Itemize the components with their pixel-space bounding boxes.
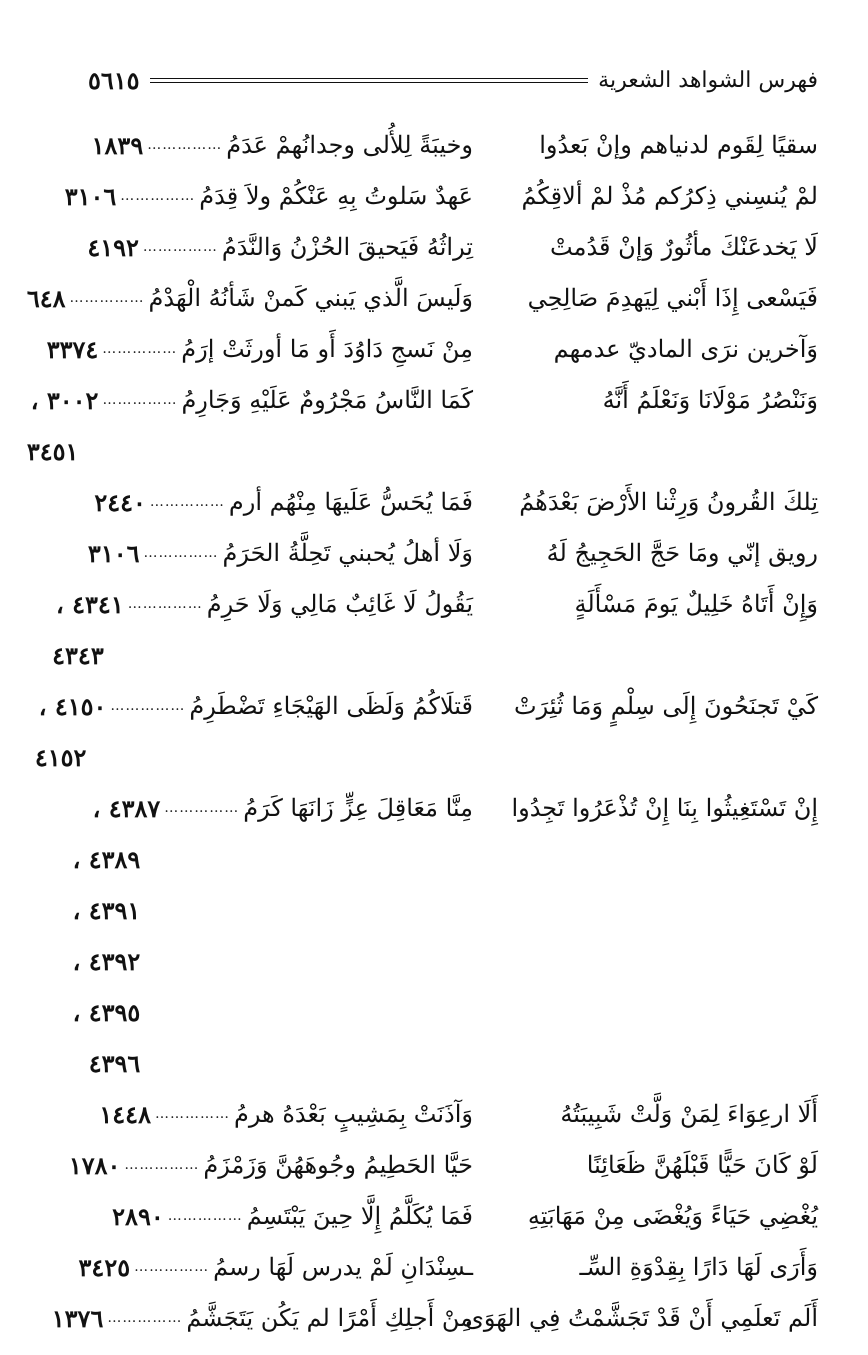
reference-number: ٢٤٤٠ — [94, 488, 146, 517]
reference-numbers — [52, 1293, 104, 1344]
verse-entry — [51, 1293, 818, 1344]
verse-second-part — [64, 171, 513, 222]
leader-dots: …………… — [143, 545, 219, 561]
verse-entry — [88, 120, 818, 171]
reference-number: ٤٣٩٦ — [88, 1049, 141, 1078]
verse-first-hemistich: سقيًا لِقَوم لدنياهم وإنْ بَعدُوا — [539, 131, 818, 159]
leader-dots: …………… — [142, 239, 218, 255]
verse-entry — [78, 1242, 818, 1293]
verse-entry — [68, 1140, 818, 1191]
verse-first-hemistich: وَأَرَى لَهَا دَارًا بِقِدْوَةِ السِّـ — [579, 1253, 818, 1281]
verse-index-list — [26, 120, 818, 1344]
verse-first-hemistich: لَا يَخدعَنْكَ مأثُورٌ وَإنْ قَدُمتْ — [550, 233, 818, 261]
page-number: ٥٦١٥ — [88, 65, 140, 95]
reference-numbers — [112, 1191, 164, 1242]
verse-first-hemistich: رويق إنّي ومَا حَجَّ الحَجِيجُ لَهُ — [546, 539, 818, 567]
verse-first-hemistich: كَيْ تَجنَحُونَ إِلَى سِلْمٍ وَمَا ثُئِرَتْ — [513, 692, 818, 720]
reference-numbers — [27, 375, 99, 477]
leader-dots: …………… — [102, 341, 178, 357]
verse-second-part — [88, 120, 513, 171]
leader-dots: …………… — [102, 392, 178, 408]
reference-numbers — [52, 579, 124, 681]
reference-number: ٢٨٩٠ — [112, 1202, 164, 1231]
reference-numbers — [94, 477, 146, 528]
verse-entry — [88, 1191, 818, 1242]
verse-entry — [34, 681, 818, 783]
verse-second-part — [88, 477, 513, 528]
page-header — [88, 60, 818, 100]
verse-entry — [72, 783, 818, 1089]
verse-second-hemistich: يَقُولُ لَا غَائِبٌ مَالِي وَلَا حَرِمُ — [206, 590, 473, 618]
reference-numbers — [47, 324, 99, 375]
reference-numbers — [99, 1089, 151, 1140]
reference-number: ٤٣٩٢ ، — [72, 947, 141, 976]
leader-dots: …………… — [110, 698, 186, 714]
reference-number: ١٧٨٠ — [68, 1151, 121, 1180]
reference-number: ٤٣٨٩ ، — [72, 845, 141, 874]
verse-second-hemistich: مِنَّا مَعَاقِلَ عِزٍّ زَانَهَا كَرَمُ — [243, 794, 473, 822]
verse-second-hemistich: فَمَا يُحَسُّ عَلَيهَا مِنْهُم أرم — [228, 488, 473, 516]
leader-dots: …………… — [127, 596, 203, 612]
verse-first-hemistich: يُغْضِي حَيَاءً وَيُغْضَى مِنْ مَهَابَتِهِ — [527, 1202, 818, 1230]
verse-first-hemistich: وَإِنْ أَتَاهُ خَلِيلٌ يَومَ مَسْأَلَةٍ — [574, 590, 818, 618]
verse-second-hemistich: حَيَّا الحَطِيمُ وجُوهَهُنَّ وَزَمْزَمُ — [203, 1151, 473, 1179]
verse-second-hemistich: كَمَا النَّاسُ مَجْرُومٌ عَلَيْهِ وَجَارِمُ — [181, 386, 473, 414]
reference-numbers — [88, 528, 140, 579]
verse-second-hemistich: قَتلَاكُمُ وَلَظَى الهَيْجَاءِ تَضْطَرِمُ — [189, 692, 473, 720]
verse-first-hemistich: لَوْ كَانَ حَيًّا قَبْلَهُنَّ ظَعَائِنًا — [586, 1151, 818, 1179]
verse-entry — [26, 375, 818, 477]
reference-number: ٤٣٨٧ ، — [92, 794, 161, 823]
reference-number: ٣٤٢٥ — [78, 1253, 131, 1282]
verse-entry — [64, 171, 818, 222]
verse-second-hemistich: وَآذَنَتْ بِمَشِيبٍ بَعْدَهُ هرمُ — [233, 1100, 473, 1128]
running-title: فهرس الشواهد الشعرية — [598, 67, 818, 93]
reference-numbers — [69, 1140, 121, 1191]
reference-number: ٤١٩٢ — [87, 233, 139, 262]
leader-dots: …………… — [149, 494, 225, 510]
reference-number: ٣٤٥١ — [26, 437, 79, 466]
verse-entry — [88, 222, 818, 273]
verse-second-part — [88, 222, 513, 273]
reference-number: ٤٣٩٥ ، — [72, 998, 141, 1027]
reference-number: ٦٤٨ — [26, 284, 66, 313]
verse-second-part — [34, 681, 513, 783]
reference-number: ١٤٤٨ — [99, 1100, 151, 1129]
verse-entry — [52, 579, 818, 681]
leader-dots: …………… — [124, 1157, 200, 1173]
leader-dots: …………… — [107, 1310, 183, 1326]
reference-number: ١٣٧٦ — [51, 1304, 104, 1333]
verse-second-part — [88, 1191, 513, 1242]
reference-number: ٤٣٤١ ، — [56, 590, 124, 619]
verse-second-hemistich: عَهدٌ سَلوتُ بِهِ عَنْكُمْ ولاَ قِدَمُ — [199, 182, 473, 210]
verse-second-hemistich: وخيبَةً لِلأُلى وجدانُهمْ عَدَمُ — [226, 131, 473, 159]
verse-first-hemistich: وَآخرين نرَى الماديّ عدمهم — [553, 335, 818, 363]
leader-dots: …………… — [154, 1106, 230, 1122]
reference-number: ٤١٥٢ — [34, 743, 87, 772]
verse-second-part — [46, 324, 513, 375]
reference-numbers — [35, 681, 107, 783]
reference-numbers — [92, 120, 144, 171]
reference-number: ٤٣٩١ ، — [72, 896, 141, 925]
reference-numbers — [73, 783, 161, 1089]
reference-numbers — [87, 222, 139, 273]
reference-number: ٣٣٧٤ — [46, 335, 99, 364]
verse-second-part — [78, 1242, 513, 1293]
verse-entry — [26, 273, 818, 324]
verse-second-hemistich: وَلَا أهلُ يُحبني تَحِلَّةُ الحَرَمُ — [222, 539, 473, 567]
verse-second-part — [88, 528, 513, 579]
verse-second-part — [26, 375, 513, 477]
leader-dots: …………… — [69, 290, 145, 306]
verse-second-part — [72, 783, 513, 1089]
verse-entry — [88, 477, 818, 528]
leader-dots: …………… — [120, 188, 196, 204]
reference-number: ٤١٥٠ ، — [38, 692, 107, 721]
reference-numbers — [79, 1242, 131, 1293]
verse-second-part — [26, 273, 513, 324]
reference-number: ٣١٠٦ — [87, 539, 140, 568]
verse-first-hemistich: إِنْ تَسْتَغِيثُوا بِنَا إِنْ تُذْعَرُوا تَجِدُوا — [511, 794, 818, 822]
verse-first-hemistich: تِلكَ القُرونُ وَرِثْنا الأَرْضَ بَعْدَهُمُ — [519, 488, 818, 516]
verse-second-part — [88, 1089, 513, 1140]
verse-first-hemistich: أَلَم تَعلَمِي أَنْ قَدْ تَجَشَّمْتُ فِي الهَوَى — [465, 1304, 818, 1332]
verse-second-hemistich: تِراثُهُ فَيَحيقَ الحُزْنُ وَالنَّدَمُ — [221, 233, 473, 261]
verse-first-hemistich: وَنَنْصُرُ مَوْلَانَا وَنَعْلَمُ أَنَّهُ — [602, 386, 818, 414]
leader-dots: …………… — [134, 1259, 210, 1275]
reference-number: ٤٣٤٣ — [52, 641, 104, 670]
leader-dots: …………… — [167, 1208, 243, 1224]
verse-entry — [88, 1089, 818, 1140]
verse-second-hemistich: وَلَيسَ الَّذي يَبني كَمنْ شَأنُهُ الْهَدْمُ — [148, 284, 473, 312]
reference-number: ١٨٣٩ — [91, 131, 144, 160]
verse-second-hemistich: فَمَا يُكَلَّمُ إِلَّا حِينَ يَبْتَسِمُ — [246, 1202, 473, 1230]
verse-first-hemistich: لمْ يُنسِني ذِكرُكم مُذْ لمْ ألاقِكُمُ — [521, 182, 818, 210]
verse-first-hemistich: أَلَا ارعِوَاءَ لِمَنْ وَلَّتْ شَبِيبَتُهُ — [560, 1100, 818, 1128]
reference-numbers — [27, 273, 66, 324]
verse-entry — [88, 528, 818, 579]
verse-second-hemistich: مِنْ نَسجِ دَاوُدَ أَو مَا أورثَتْ إرَمُ — [181, 335, 473, 363]
reference-numbers — [65, 171, 117, 222]
reference-number: ٣٠٠٢ ، — [30, 386, 99, 415]
leader-dots: …………… — [147, 137, 223, 153]
verse-second-hemistich: مِنْ أَجلِكِ أَمْرًا لم يَكُن يَتَجَشَّمُ — [186, 1304, 473, 1332]
header-rule — [150, 78, 589, 83]
verse-second-hemistich: ـسِنْدَانِ لَمْ يدرس لَهَا رسمُ — [213, 1253, 473, 1281]
verse-second-part — [51, 1293, 513, 1344]
verse-first-hemistich: فَيَسْعى إِذَا أَبْني لِيَهدِمَ صَالِحِي — [527, 284, 818, 312]
verse-second-part — [52, 579, 513, 681]
leader-dots: …………… — [164, 800, 240, 816]
verse-second-part — [68, 1140, 513, 1191]
verse-entry — [46, 324, 818, 375]
reference-number: ٣١٠٦ — [64, 182, 117, 211]
